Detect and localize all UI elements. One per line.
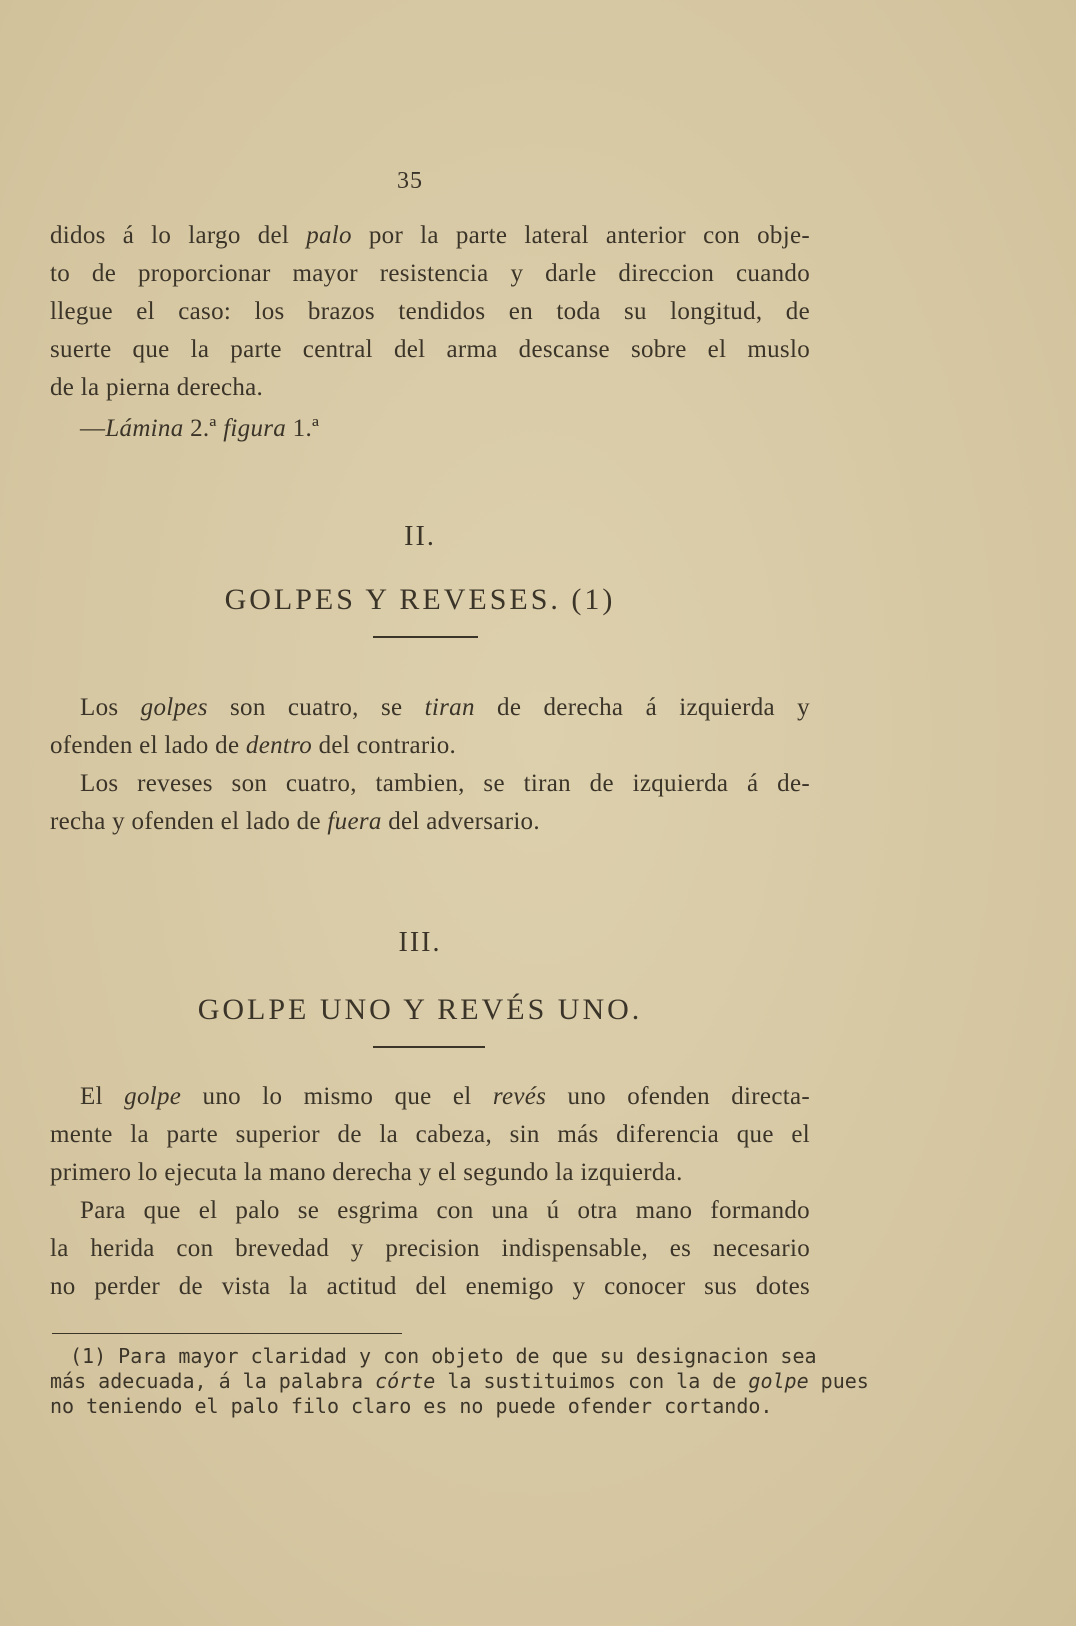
footnote: [50, 1344, 869, 1419]
heading-rule: [373, 1046, 485, 1048]
footnote-line: (1) Para mayor claridad y con objeto de que su designacion sea: [70, 1344, 817, 1368]
text-line: El golpe uno lo mismo que el revés uno ofenden directa-: [80, 1083, 810, 1110]
text-line: to de proporcionar mayor resistencia y darle direccion cuando: [50, 260, 810, 287]
heading-rule: [373, 636, 478, 638]
text-line: Para que el palo se esgrima con una ú otra mano formando: [80, 1197, 810, 1224]
text-line: Los golpes son cuatro, se tiran de derecha á izquierda y: [80, 694, 810, 721]
italic-term: palo: [306, 222, 352, 249]
text-line: la herida con brevedad y precision indispensable, es necesario: [50, 1235, 810, 1262]
footnote-line: más adecuada, á la palabra córte la sustituimos con la de golpe pues: [50, 1369, 869, 1393]
section-body: [50, 1078, 810, 1306]
text-line: mente la parte superior de la cabeza, sin más diferencia que el: [50, 1121, 810, 1148]
text-line: no perder de vista la actitud del enemigo y conocer sus dotes: [50, 1273, 810, 1300]
page-number: 35: [397, 168, 423, 194]
text-line: didos á lo largo del palo por la parte lateral anterior con obje-: [50, 222, 810, 249]
section-numeral: II.: [404, 521, 436, 552]
section-body: [50, 689, 810, 841]
text-line: de la pierna derecha.: [50, 374, 264, 401]
text-line: recha y ofenden el lado de fuera del adversario.: [50, 808, 540, 835]
footnote-line: no teniendo el palo filo claro es no puede ofender cortando.: [50, 1394, 773, 1418]
plate-reference: —Lámina 2.ª figura 1.ª: [80, 415, 320, 442]
text-line: ofenden el lado de dentro del contrario.: [50, 732, 457, 759]
section-numeral: III.: [398, 927, 442, 958]
text-line: Los reveses son cuatro, tambien, se tiran de izquierda á de-: [80, 770, 810, 797]
text-line: llegue el caso: los brazos tendidos en toda su longitud, de: [50, 298, 810, 325]
footnote-marker: (1): [70, 1344, 107, 1368]
text-line: suerte que la parte central del arma descanse sobre el muslo: [50, 336, 810, 363]
section-heading: GOLPES Y REVESES. (1): [224, 583, 616, 616]
text-line: primero lo ejecuta la mano derecha y el segundo la izquierda.: [50, 1159, 683, 1186]
paragraph-continuation: [50, 217, 810, 407]
footnote-rule: [52, 1333, 402, 1334]
section-heading: GOLPE UNO Y REVÉS UNO.: [197, 993, 643, 1026]
